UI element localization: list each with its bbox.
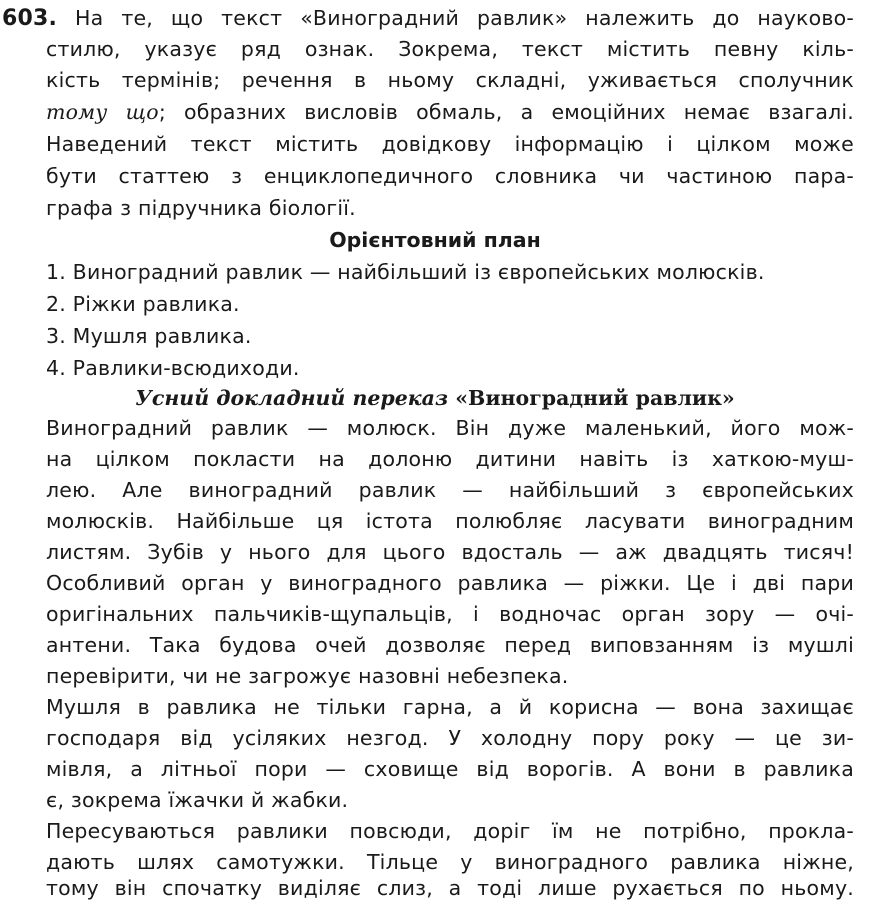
- retelling-line: молюсків. Найбільше ця істота полюбляє ласувати виноградним: [46, 509, 854, 533]
- paragraph-line: кість термінів; речення в ньому складні, уживається сполучник: [46, 68, 854, 92]
- retelling-line: мівля, а літньої пори — сховище від ворогів. А вони в равлика: [46, 757, 854, 781]
- retelling-line: антени. Така будова очей дозволяє перед виповзанням із мушлі: [46, 633, 854, 657]
- retelling-line: лею. Але виноградний равлик — найбільший з європейських: [46, 478, 854, 502]
- retelling-line: Виноградний равлик — молюск. Він дуже маленький, його мож-: [46, 416, 854, 440]
- exercise-number: 603.: [2, 6, 58, 31]
- retelling-line: перевірити, чи не загрожує назовні небезпека.: [46, 664, 569, 688]
- italic-term: тому що: [46, 100, 159, 124]
- retelling-line: на цілком покласти на долоню дитини навіть із хаткою-муш-: [46, 447, 854, 471]
- plan-item: 2. Ріжки равлика.: [46, 292, 240, 316]
- retelling-line: Мушля в равлика не тільки гарна, а й корисна — вона захищає: [46, 695, 854, 719]
- plan-item: 1. Виноградний равлик — найбільший із європейських молюсків.: [46, 260, 765, 284]
- paragraph-line: [2, 2, 854, 34]
- plan-title: Орієнтовний план: [329, 228, 541, 252]
- retelling-title-italic: Усний докладний переказ: [135, 386, 449, 410]
- paragraph-line: [46, 96, 854, 128]
- paragraph-line: бути статтею з енциклопедичного словника чи частиною пара-: [46, 164, 854, 188]
- paragraph-text: ; образних висловів обмаль, а емоційних немає взагалі.: [158, 100, 854, 124]
- retelling-title: [0, 382, 870, 414]
- retelling-line: тому він спочатку виділяє слиз, а тоді лише рухається по ньому.: [46, 876, 854, 900]
- plan-item: 4. Равлики-всюдиходи.: [46, 356, 300, 380]
- retelling-line: Пересуваються равлики повсюди, доріг їм не потрібно, прокла-: [46, 819, 854, 843]
- retelling-title-bold: «Виноградний равлик»: [455, 386, 735, 410]
- paragraph-line: графа з підручника біології.: [46, 196, 356, 220]
- paragraph-text: На те, що текст «Виноградний равлик» належить до науково-: [75, 6, 855, 30]
- retelling-line: є, зокрема їжачки й жабки.: [46, 788, 349, 812]
- retelling-line: Особливий орган у виноградного равлика — ріжки. Це і дві пари: [46, 571, 854, 595]
- retelling-line: господаря від усіляких незгод. У холодну пору року — це зи-: [46, 726, 854, 750]
- paragraph-line: Наведений текст містить довідкову інформацію і цілком може: [46, 132, 854, 156]
- paragraph-line: стилю, указує ряд ознак. Зокрема, текст містить певну кіль-: [46, 37, 854, 61]
- retelling-line: дають шлях самотужки. Тільце у виноградного равлика ніжне,: [46, 850, 854, 874]
- plan-item: 3. Мушля равлика.: [46, 324, 252, 348]
- retelling-line: листям. Зубів у нього для цього вдосталь — аж двадцять тисяч!: [46, 540, 854, 564]
- retelling-line: оригінальних пальчиків-щупальців, і водночас орган зору — очі-: [46, 602, 854, 626]
